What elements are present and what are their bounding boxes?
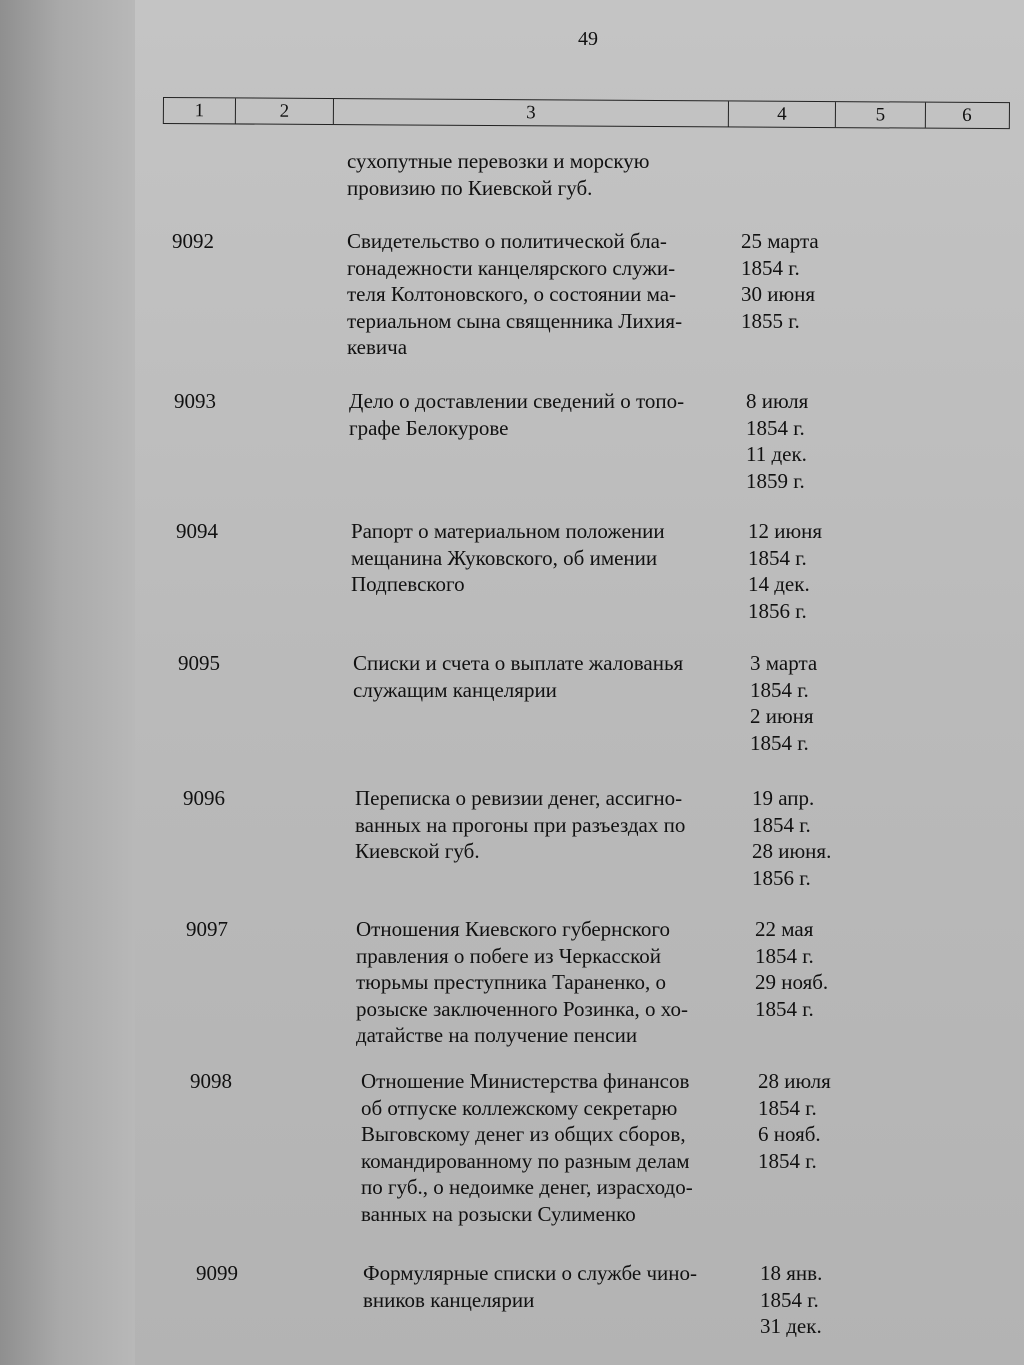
date-line: 14 дек.: [748, 572, 810, 596]
date-line: 25 марта: [741, 229, 819, 253]
description-line: тюрьмы преступника Тараненко, о: [356, 970, 666, 994]
description-line: командированному по разным делам: [361, 1148, 690, 1173]
description-line: кевича: [347, 335, 408, 359]
date-line: 1854 г.: [746, 415, 805, 440]
column-header: 4: [729, 101, 836, 127]
entry-dates: [752, 785, 831, 891]
description-line: сухопутные перевозки и морскую: [347, 149, 650, 173]
page-number: 49: [578, 28, 598, 50]
entry-description: [356, 916, 688, 1049]
date-line: 30 июня: [741, 282, 816, 306]
entry-dates: [758, 1068, 831, 1174]
entry-dates: [755, 916, 828, 1022]
date-line: 1854 г.: [760, 1287, 819, 1312]
date-line: 1856 г.: [752, 865, 811, 890]
entry-dates: [746, 388, 808, 494]
date-line: 1854 г.: [752, 812, 811, 837]
entry-number: 9097: [186, 917, 228, 941]
description-line: ванных на розыски Сулименко: [361, 1201, 636, 1226]
date-line: 1854 г.: [741, 255, 800, 280]
description-line: Свидетельство о политической бла-: [347, 229, 667, 253]
description-line: Списки и счета о выплате жалованья: [353, 651, 684, 675]
date-line: 31 дек.: [760, 1314, 822, 1338]
date-line: 12 июня: [748, 519, 823, 543]
column-header: 2: [236, 98, 334, 124]
description-line: гонадежности канцелярского служи-: [347, 255, 676, 280]
entry-description: [353, 650, 683, 703]
description-line: об отпуске коллежскому секретарю: [361, 1095, 678, 1120]
column-header: 6: [962, 104, 972, 126]
entry-number: 9093: [174, 389, 216, 413]
description-line: Киевской губ.: [355, 839, 480, 863]
description-line: Рапорт о материальном положении: [351, 519, 665, 543]
date-line: 22 мая: [755, 917, 814, 941]
date-line: 1854 г.: [758, 1095, 817, 1120]
date-line: 6 нояб.: [758, 1122, 821, 1146]
date-line: 29 нояб.: [755, 970, 829, 994]
description-line: Переписка о ревизии денег, ассигно-: [355, 786, 683, 810]
description-line: мещанина Жуковского, об имении: [351, 545, 658, 570]
description-line: Дело о доставлении сведений о топо-: [349, 389, 685, 413]
description-line: провизию по Киевской губ.: [347, 175, 593, 200]
entry-number: 9094: [176, 519, 218, 543]
date-line: 28 июля: [758, 1069, 831, 1093]
description-line: графе Белокурове: [349, 415, 509, 440]
date-line: 18 янв.: [760, 1261, 823, 1285]
entry-number: 9096: [183, 786, 225, 810]
entry-description: [361, 1068, 693, 1227]
entry-dates: [760, 1260, 822, 1340]
entry-description: [363, 1260, 697, 1313]
date-line: 1856 г.: [748, 598, 807, 623]
date-line: 1854 г.: [748, 545, 807, 570]
entry-description: [351, 518, 665, 598]
column-header: 5: [836, 102, 926, 128]
date-line: 1854 г.: [755, 943, 814, 968]
entry-dates: [741, 228, 819, 334]
entry-dates: [750, 650, 817, 756]
entry-number: 9095: [178, 651, 220, 675]
description-line: териальном сына священника Лихия-: [347, 308, 683, 333]
description-line: Формулярные списки о службе чино-: [363, 1261, 698, 1285]
description-line: Отношение Министерства финансов: [361, 1069, 690, 1093]
date-line: 1854 г.: [750, 677, 809, 702]
description-line: ванных на прогоны при разъездах по: [355, 812, 686, 837]
date-line: 1854 г.: [755, 996, 814, 1021]
entry-description: [347, 228, 682, 361]
description-line: правления о побеге из Черкасской: [356, 943, 661, 968]
description-line: по губ., о недоимке денег, израсходо-: [361, 1175, 693, 1199]
description-line: вников канцелярии: [363, 1287, 535, 1312]
entry-description: [349, 388, 684, 441]
column-header: 3: [334, 99, 729, 126]
description-line: Отношения Киевского губернского: [356, 917, 670, 941]
description-line: теля Колтоновского, о состоянии ма-: [347, 282, 677, 306]
date-line: 2 июня: [750, 704, 814, 728]
description-line: служащим канцелярии: [353, 677, 557, 702]
date-line: 8 июля: [746, 389, 809, 413]
column-header: 1: [164, 98, 236, 123]
entry-number: 9099: [196, 1261, 238, 1285]
date-line: 1854 г.: [750, 730, 809, 755]
date-line: 28 июня.: [752, 839, 832, 863]
description-line: Подпевского: [351, 572, 465, 596]
date-line: 1854 г.: [758, 1148, 817, 1173]
description-line: розыске заключенного Розинка, о хо-: [356, 996, 688, 1021]
date-line: 1859 г.: [746, 468, 805, 493]
entry-description: [347, 148, 649, 201]
entry-dates: [748, 518, 822, 624]
entry-description: [355, 785, 685, 865]
entry-number: 9098: [190, 1069, 232, 1093]
description-line: Выговскому денег из общих сборов,: [361, 1122, 686, 1146]
date-line: 19 апр.: [752, 786, 815, 810]
column-header-row: [163, 97, 1010, 129]
date-line: 11 дек.: [746, 442, 807, 466]
entry-number: 9092: [172, 229, 214, 253]
description-line: датайстве на получение пенсии: [356, 1023, 638, 1047]
date-line: 1855 г.: [741, 308, 800, 333]
date-line: 3 марта: [750, 651, 818, 675]
